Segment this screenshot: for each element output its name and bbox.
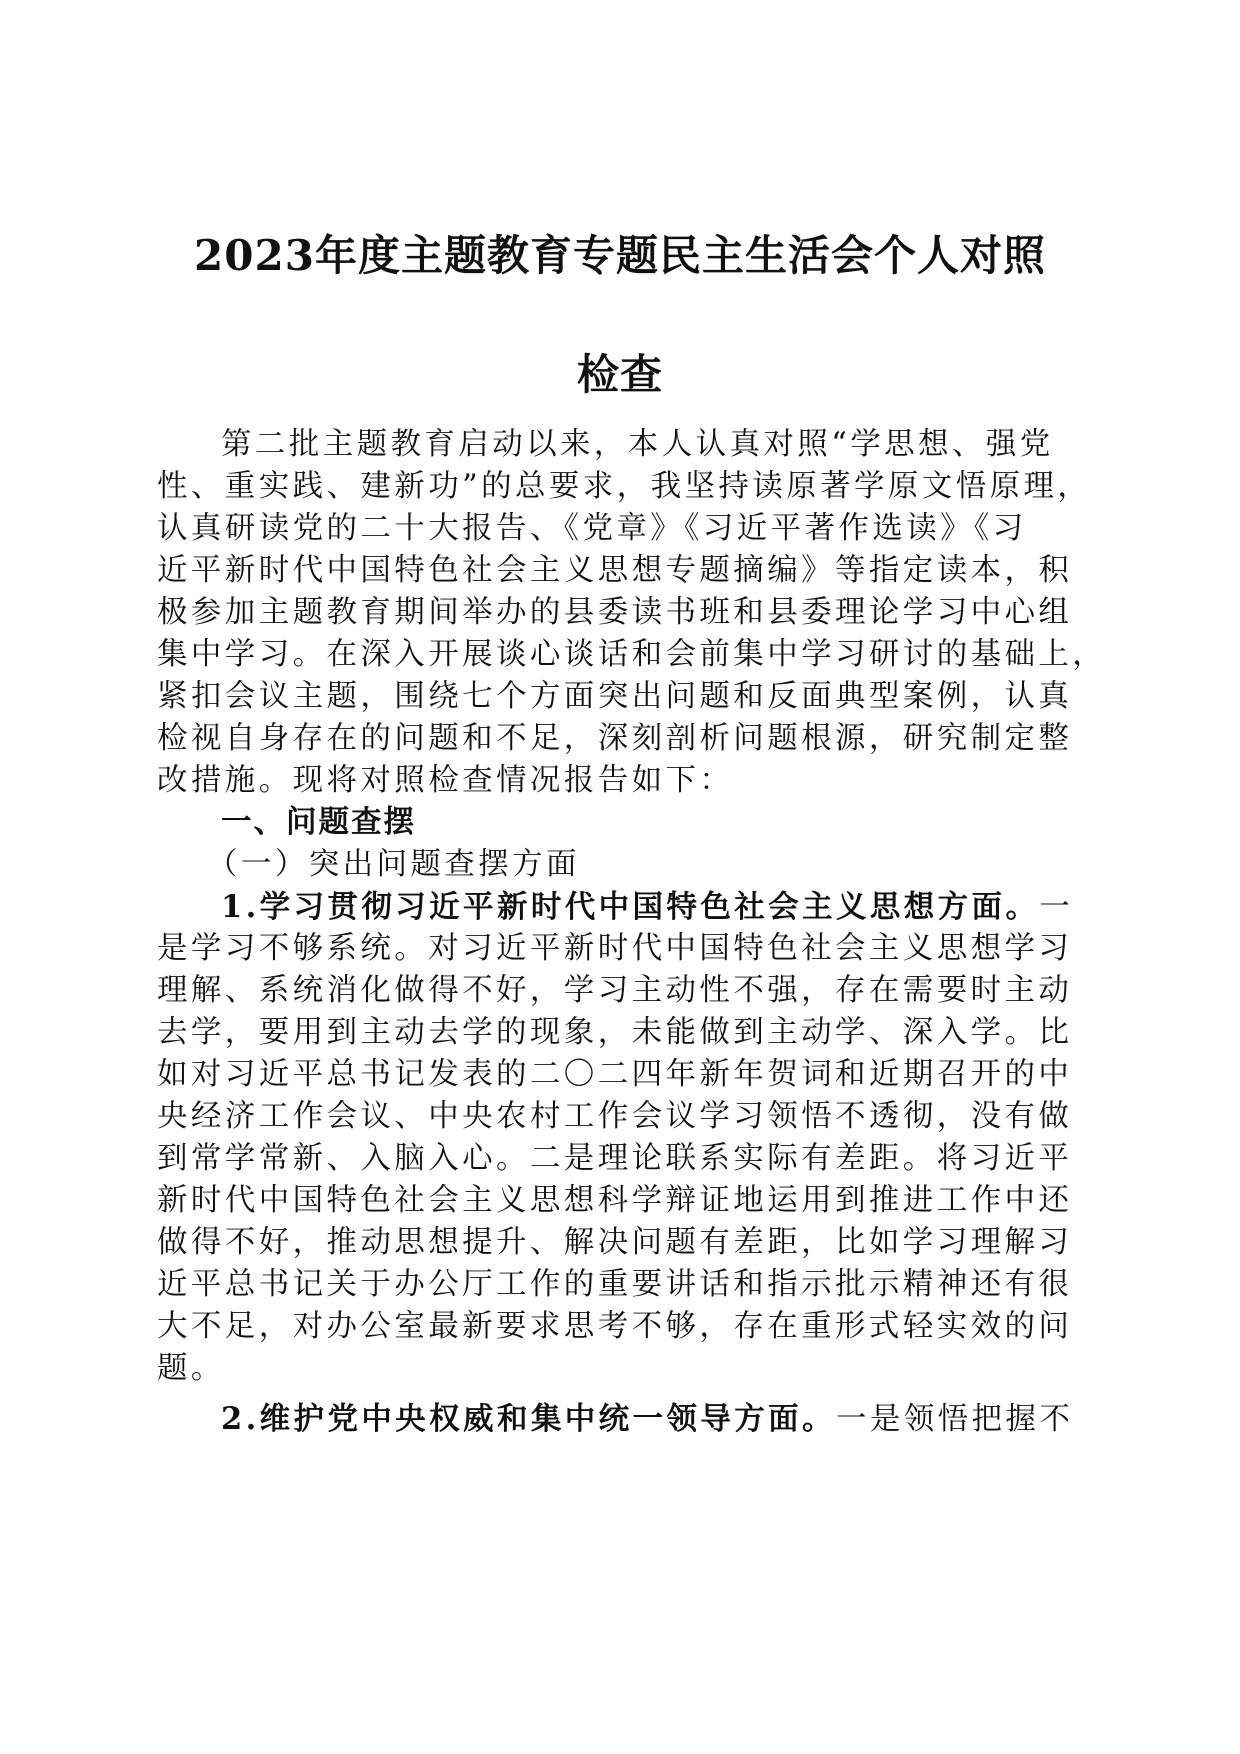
section-heading-1: 一、问题查摆 — [221, 805, 416, 840]
intro-line: 认真研读党的二十大报告、《党章》《习近平著作选读》《习 — [157, 511, 1027, 546]
item1-line: 到常学常新、入脑入心。二是理论联系实际有差距。将习近平 — [157, 1141, 1073, 1176]
item1-line: 如对习近平总书记发表的二〇二四年新年贺词和近期召开的中 — [157, 1057, 1073, 1092]
item1-line: 新时代中国特色社会主义思想科学辩证地运用到推进工作中还 — [157, 1183, 1073, 1218]
document-title-line-2: 检查 — [576, 350, 663, 399]
intro-line: 改措施。现将对照检查情况报告如下： — [157, 763, 734, 798]
item2-first-rest: 一是领悟把握不 — [835, 1402, 1074, 1437]
item1-line: 做得不好，推动思想提升、解决问题有差距，比如学习理解习 — [157, 1225, 1073, 1260]
item2-first-line — [157, 1398, 1077, 1440]
intro-line: 集中学习。在深入开展谈心谈话和会前集中学习研讨的基础上， — [157, 637, 1107, 672]
document-body — [157, 424, 1107, 1440]
intro-line: 检视自身存在的问题和不足，深刻剖析问题根源，研究制定整 — [157, 721, 1073, 756]
section-heading-2: （一）突出问题查摆方面 — [207, 847, 580, 882]
intro-line: 极参加主题教育期间举办的县委读书班和县委理论学习中心组 — [157, 595, 1073, 630]
document-title-line-1: 2023年度主题教育专题民主生活会个人对照 — [194, 231, 1046, 280]
item1-line: 央经济工作会议、中央农村工作会议学习领悟不透彻，没有做 — [157, 1099, 1073, 1134]
item1-line: 理解、系统消化做得不好，学习主动性不强，存在需要时主动 — [157, 973, 1073, 1008]
item1-first-rest: 一 — [1039, 890, 1074, 925]
item1-first-line — [157, 886, 1077, 928]
intro-line: 近平新时代中国特色社会主义思想专题摘编》等指定读本，积 — [157, 553, 1073, 588]
item1-line: 是学习不够系统。对习近平新时代中国特色社会主义思想学习 — [157, 931, 1073, 966]
intro-line: 性、重实践、建新功”的总要求，我坚持读原著学原文悟原理， — [157, 469, 1092, 504]
item1-line: 题。 — [157, 1351, 225, 1386]
intro-line: 第二批主题教育启动以来，本人认真对照“学思想、强党 — [221, 427, 1054, 462]
item2-heading: 2.维护党中央权威和集中统一领导方面。 — [221, 1401, 836, 1437]
item1-line: 去学，要用到主动去学的现象，未能做到主动学、深入学。比 — [157, 1015, 1073, 1050]
item1-line: 近平总书记关于办公厅工作的重要讲话和指示批示精神还有很 — [157, 1267, 1073, 1302]
item1-line: 大不足，对办公室最新要求思考不够，存在重形式轻实效的问 — [157, 1309, 1073, 1344]
intro-line: 紧扣会议主题，围绕七个方面突出问题和反面典型案例，认真 — [157, 679, 1073, 714]
item1-heading: 1.学习贯彻习近平新时代中国特色社会主义思想方面。 — [221, 889, 1040, 925]
